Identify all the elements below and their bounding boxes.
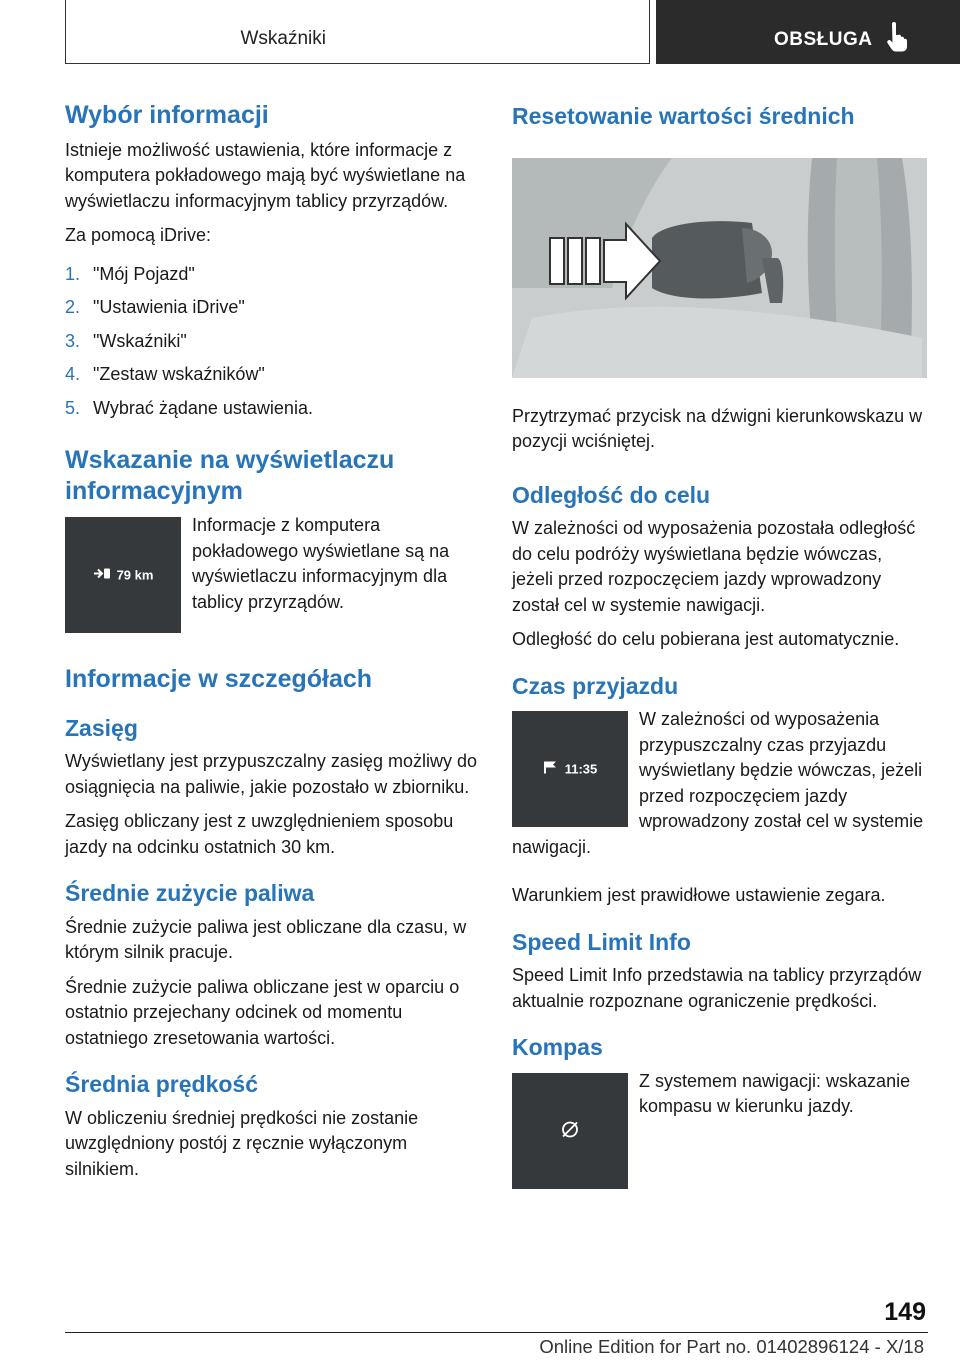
- turn-signal-lever-image: [512, 158, 927, 378]
- section-title-wybor: Wybór informacji: [65, 101, 269, 129]
- left-column: [65, 100, 480, 1191]
- paragraph: Odległość do celu pobierana jest automatycznie.: [512, 629, 900, 650]
- step-number: 5.: [65, 397, 81, 418]
- arrival-time-value: 11:35: [564, 761, 598, 777]
- footer-edition: Online Edition for Part no. 01402896124 - X/18: [539, 1336, 924, 1357]
- subsection-title-odleglosc: Odległość do celu: [512, 481, 711, 508]
- list-item: [65, 325, 480, 359]
- section-title-szczegoly: Informacje w szczegółach: [65, 665, 373, 693]
- step-text: Wybrać żądane ustawienia.: [93, 397, 313, 418]
- paragraph: Zasięg obliczany jest z uwzględnieniem sposobu jazdy na odcinku ostatnich 30 km.: [65, 811, 454, 857]
- list-item: [65, 291, 480, 325]
- pointing-hand-icon: [886, 22, 908, 57]
- subsection-title-predkosc: Średnia prędkość: [65, 1071, 259, 1098]
- range-value: 79 km: [116, 567, 154, 583]
- footer-divider: [65, 1332, 928, 1333]
- compass-block: [512, 1069, 927, 1193]
- range-fuel-icon: [93, 568, 111, 583]
- arrival-time-display-image: [512, 711, 628, 827]
- compass-icon: [560, 1119, 580, 1142]
- step-number: 2.: [65, 297, 81, 317]
- section-title-wskazanie: Wskazanie na wyświetlaczu informacyjnym: [65, 446, 395, 505]
- step-text: "Wskaźniki": [93, 330, 187, 351]
- display-info-block: [65, 513, 480, 637]
- range-display-image: [65, 517, 181, 633]
- page-number: 149: [884, 1298, 926, 1326]
- step-text: "Mój Pojazd": [93, 263, 195, 284]
- header-frame: [65, 0, 650, 64]
- paragraph: W obliczeniu średniej prędkości nie zostanie uwzględniony postój z ręcznie wyłączonym silnikiem.: [65, 1107, 419, 1179]
- steps-list: [65, 258, 480, 426]
- paragraph: Speed Limit Info przedstawia na tablicy przyrządów aktualnie rozpoznane ograniczenie prędkości.: [512, 965, 922, 1011]
- paragraph: W zależności od wyposażenia przypuszczalny czas przyjazdu wyświetlany będzie wówczas, jeżeli przed rozpoczęciem jazdy wprowadzony został cel w systemie nawigacji.: [512, 709, 924, 857]
- header-section-title: Wskaźniki: [240, 28, 326, 49]
- right-column: [512, 100, 927, 1193]
- step-text: "Ustawienia iDrive": [93, 297, 245, 317]
- subsection-title-speed-limit: Speed Limit Info: [512, 928, 691, 955]
- destination-flag-icon: [543, 761, 559, 778]
- paragraph: W zależności od wyposażenia pozostała odległość do celu podróży wyświetlana będzie wówczas, jeżeli przed rozpoczęciem jazdy wprowadzony został cel w systemie nawigacji.: [512, 518, 916, 615]
- paragraph: Informacje z komputera pokładowego wyświetlane są na wyświetlaczu informacyjnym dla tablicy przyrządów.: [192, 515, 450, 612]
- subsection-title-zasieg: Zasięg: [65, 714, 138, 741]
- paragraph: Średnie zużycie paliwa jest obliczane dla czasu, w którym silnik pracuje.: [65, 916, 467, 963]
- arrival-time-block: [512, 707, 927, 869]
- image-caption: Przytrzymać przycisk na dźwigni kierunkowskazu w pozycji wciśniętej.: [512, 405, 923, 452]
- paragraph: Istnieje możliwość ustawienia, które informacje z komputera pokładowego mają być wyświetlane na wyświetlaczu informacyjnym tablicy przyrządów.: [65, 139, 466, 211]
- compass-display-image: [512, 1073, 628, 1189]
- list-item: [65, 392, 480, 426]
- chapter-tab: [656, 0, 960, 64]
- chapter-label: OBSŁUGA: [774, 29, 873, 50]
- step-number: 3.: [65, 330, 81, 351]
- paragraph: Średnie zużycie paliwa obliczane jest w oparciu o ostatnio przejechany odcinek od momentu ostatniego zresetowania wartości.: [65, 976, 460, 1048]
- paragraph: Za pomocą iDrive:: [65, 225, 212, 245]
- subsection-title-reset: Resetowanie wartości średnich: [512, 103, 855, 129]
- subsection-title-czas: Czas przyjazdu: [512, 672, 679, 699]
- list-item: [65, 258, 480, 292]
- paragraph: Wyświetlany jest przypuszczalny zasięg możliwy do osiągnięcia na paliwie, jakie pozostało w zbiorniku.: [65, 751, 477, 797]
- paragraph: Warunkiem jest prawidłowe ustawienie zegara.: [512, 885, 886, 906]
- step-text: "Zestaw wskaźników": [93, 364, 265, 384]
- subsection-title-kompas: Kompas: [512, 1034, 603, 1061]
- step-number: 1.: [65, 263, 81, 284]
- paragraph: Z systemem nawigacji: wskazanie kompasu w kierunku jazdy.: [639, 1070, 911, 1117]
- subsection-title-zuzycie: Średnie zużycie paliwa: [65, 880, 315, 907]
- list-item: [65, 358, 480, 392]
- step-number: 4.: [65, 364, 81, 384]
